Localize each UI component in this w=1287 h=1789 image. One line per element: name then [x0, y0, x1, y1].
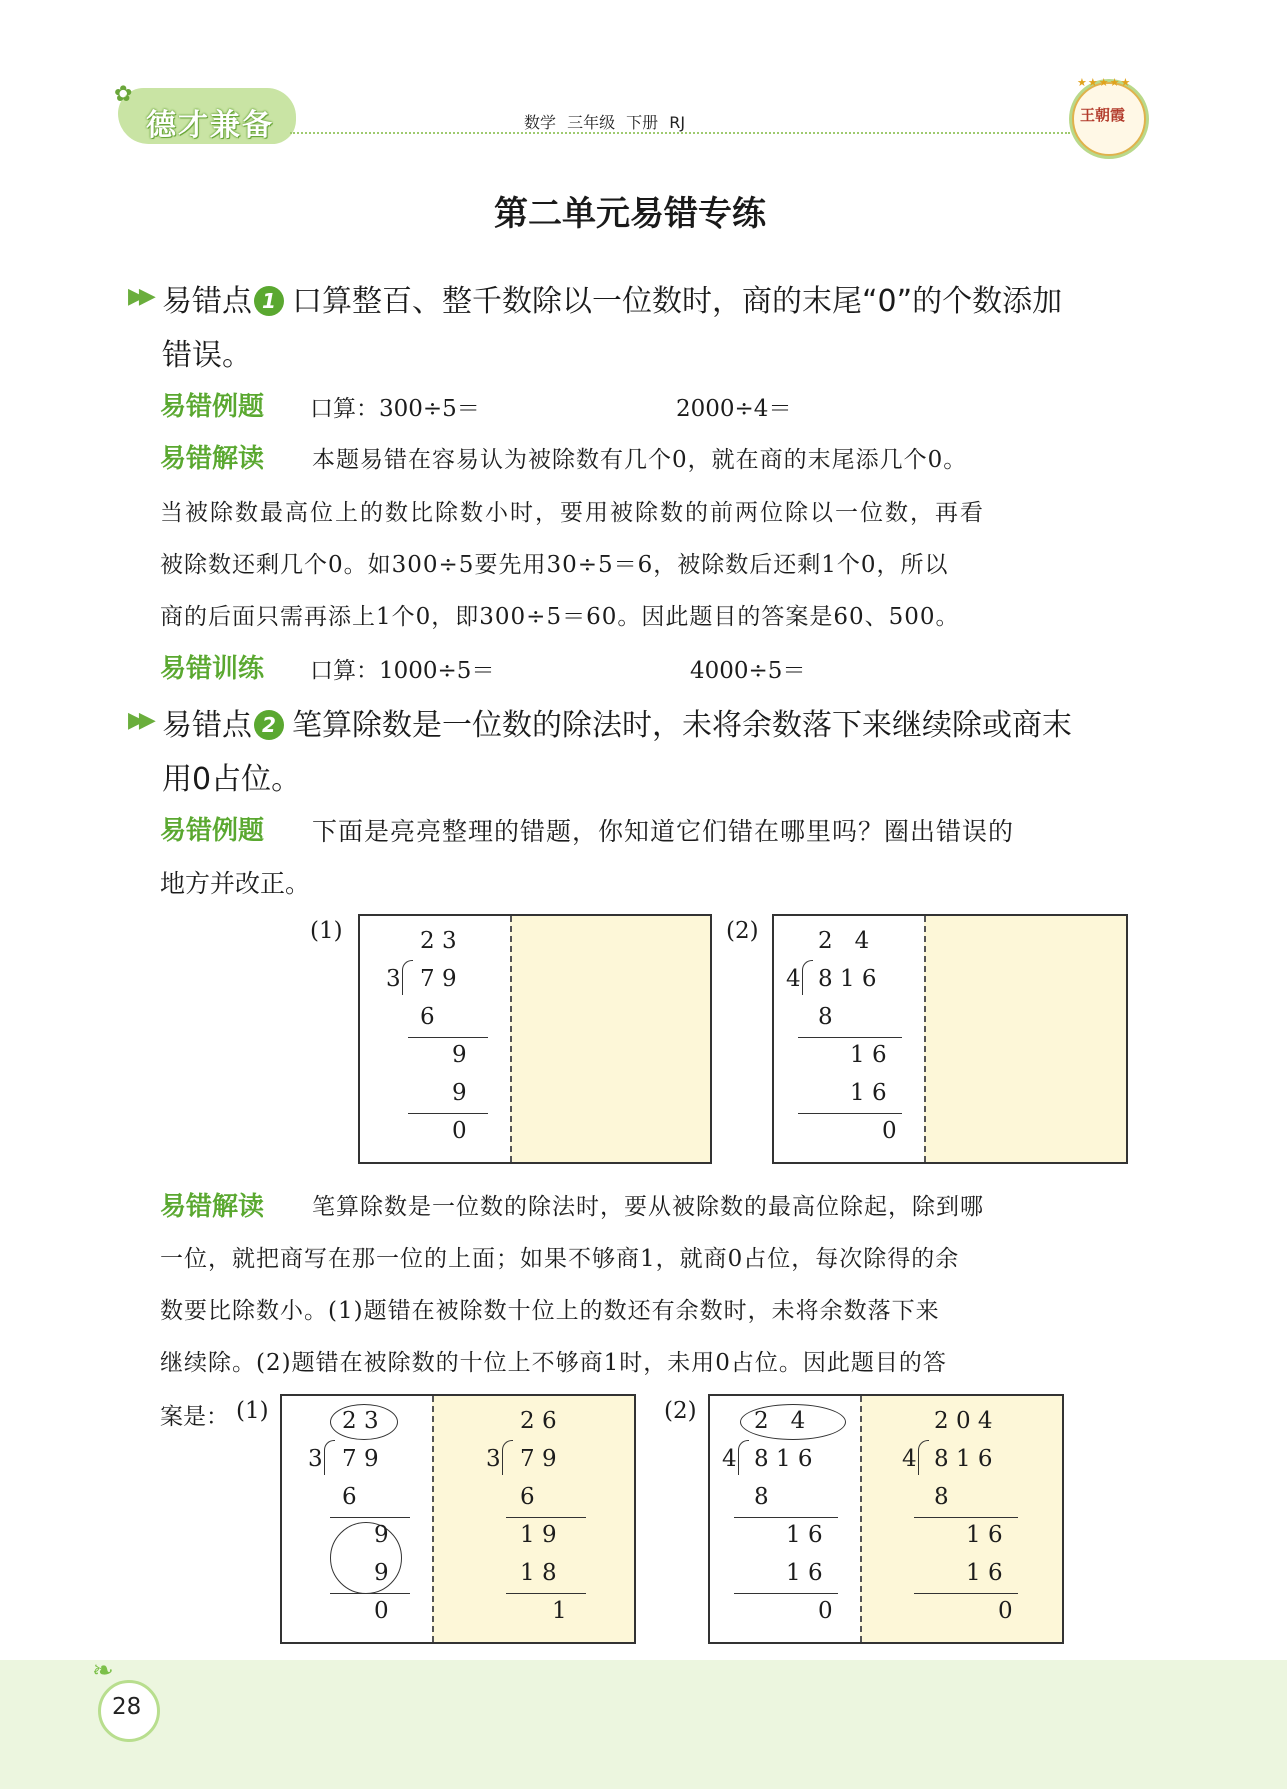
point2-heading-text: 笔算除数是一位数的除法时，未将余数落下来继续除或商末	[292, 708, 1072, 743]
seal-stars: ★★★★★	[1077, 76, 1132, 89]
point2-example-label: 易错例题	[160, 816, 265, 846]
q2-quotient: 2 4	[818, 928, 870, 954]
answer-prefix: 案是：	[160, 1404, 229, 1430]
a2-right-rule	[914, 1593, 1018, 1594]
a1-right-step: 1 9	[520, 1522, 557, 1548]
point1-explain-line: 当被除数最高位上的数比除数小时，要用被除数的前两位除以一位数，再看	[160, 500, 985, 526]
q2-dividend: 8 1 6	[818, 966, 877, 992]
a2-wrong-step: 8	[754, 1484, 769, 1510]
a1-wrong-quotient: 2 3	[342, 1408, 379, 1434]
a2-division-bracket	[738, 1440, 749, 1475]
q1-dividend: 7 9	[420, 966, 457, 992]
point1-explain-line: 商的后面只需再添上1个0，即300÷5＝60。因此题目的答案是60、500。	[160, 604, 960, 630]
point1-lead: 易错点	[162, 284, 252, 319]
a1-right-divisor: 3	[486, 1446, 501, 1472]
a1-right-rule	[506, 1517, 586, 1518]
point2-explain-line: 笔算除数是一位数的除法时，要从被除数的最高位除起，除到哪	[312, 1194, 984, 1220]
q1-step: 9	[452, 1042, 467, 1068]
point2-explain-label: 易错解读	[160, 1192, 265, 1222]
q2-correction-area	[924, 916, 1126, 1162]
section-arrow-icon: ▶▶	[128, 284, 150, 309]
q1-tag: (1)	[310, 918, 343, 944]
a2-tag: (2)	[664, 1398, 697, 1424]
point1-example-label: 易错例题	[160, 392, 265, 422]
q1-step: 6	[420, 1004, 435, 1030]
point2-explain-line: 一位，就把商写在那一位的上面；如果不够商1，就商0占位，每次除得的余	[160, 1246, 960, 1272]
q2-step: 1 6	[850, 1080, 887, 1106]
a1-rule	[330, 1593, 410, 1594]
q2-division-bracket	[802, 960, 813, 995]
q2-step: 8	[818, 1004, 833, 1030]
palm-icon: ✿	[114, 82, 133, 107]
a1-tag: (1)	[236, 1398, 269, 1424]
point2-lead: 易错点	[162, 708, 252, 743]
a2-right-quotient: 2 0 4	[934, 1408, 993, 1434]
q1-quotient: 2 3	[420, 928, 457, 954]
q1-divisor: 3	[386, 966, 401, 992]
point2-number-badge: 2	[254, 710, 284, 740]
a2-wrong-step: 1 6	[786, 1522, 823, 1548]
point1-example-b: 2000÷4＝	[676, 396, 792, 422]
section-arrow-icon: ▶▶	[128, 708, 150, 733]
a2-wrong-quotient: 2 4	[754, 1408, 806, 1434]
q2-tag: (2)	[726, 918, 759, 944]
point1-heading	[162, 276, 1062, 320]
a1-right-remainder: 1	[552, 1598, 567, 1624]
a2-wrong-remainder: 0	[818, 1598, 833, 1624]
q2-divisor: 4	[786, 966, 801, 992]
point1-train-a: 口算：1000÷5＝	[310, 658, 495, 684]
a1-divisor: 3	[308, 1446, 323, 1472]
a1-wrong-step: 9	[374, 1522, 389, 1548]
point2-heading-cont: 用0占位。	[162, 762, 302, 797]
page-title: 第二单元易错专练	[494, 194, 766, 234]
a2-divisor: 4	[722, 1446, 737, 1472]
point2-heading	[162, 700, 1072, 744]
a2-right-bracket	[918, 1440, 929, 1475]
a1-rule	[330, 1517, 410, 1518]
a1-wrong-remainder: 0	[374, 1598, 389, 1624]
a1-division-bracket	[324, 1440, 335, 1475]
subject-line: 数学 三年级 下册 RJ	[524, 113, 686, 132]
a2-right-remainder: 0	[998, 1598, 1013, 1624]
point1-explain-line: 本题易错在容易认为被除数有几个0，就在商的末尾添几个0。	[312, 447, 968, 473]
q1-correction-area	[510, 916, 710, 1162]
point1-heading-cont: 错误。	[162, 338, 252, 373]
a2-right-step: 1 6	[966, 1560, 1003, 1586]
a1-right-quotient: 2 6	[520, 1408, 557, 1434]
a2-rule	[734, 1517, 838, 1518]
point2-explain-line: 数要比除数小。(1)题错在被除数十位上的数还有余数时，未将余数落下来	[160, 1298, 940, 1324]
header-divider	[290, 132, 1070, 134]
q1-rule	[408, 1037, 488, 1038]
point1-explain-label: 易错解读	[160, 444, 265, 474]
a2-wrong-step: 1 6	[786, 1560, 823, 1586]
a1-wrong-step: 6	[342, 1484, 357, 1510]
point2-explain-line: 继续除。(2)题错在被除数的十位上不够商1时，未用0占位。因此题目的答	[160, 1350, 947, 1376]
a1-wrong-step: 9	[374, 1560, 389, 1586]
a1-right-step: 6	[520, 1484, 535, 1510]
a1-right-rule	[506, 1593, 586, 1594]
q2-step: 1 6	[850, 1042, 887, 1068]
a1-error-circle	[330, 1522, 402, 1594]
series-logo: 德才兼备	[146, 108, 274, 143]
point1-example-a: 口算：300÷5＝	[310, 396, 480, 422]
point1-heading-text: 口算整百、整千数除以一位数时，商的末尾“0”的个数添加	[292, 284, 1063, 319]
a2-right-rule	[914, 1517, 1018, 1518]
footer-background	[0, 1660, 1287, 1789]
a1-wrong-dividend: 7 9	[342, 1446, 379, 1472]
page-number: 28	[112, 1694, 142, 1720]
point2-example-line: 下面是亮亮整理的错题，你知道它们错在哪里吗？圈出错误的	[312, 817, 1015, 846]
q2-remainder: 0	[882, 1118, 897, 1144]
q1-division-bracket	[402, 960, 413, 995]
q1-step: 9	[452, 1080, 467, 1106]
a2-rule	[734, 1593, 838, 1594]
a2-right-step: 8	[934, 1484, 949, 1510]
a2-right-dividend: 8 1 6	[934, 1446, 993, 1472]
a2-wrong-dividend: 8 1 6	[754, 1446, 813, 1472]
a1-right-bracket	[502, 1440, 513, 1475]
point1-explain-line: 被除数还剩几个0。如300÷5要先用30÷5＝6，被除数后还剩1个0，所以	[160, 552, 949, 578]
a1-right-dividend: 7 9	[520, 1446, 557, 1472]
seal-name: 王朝霞	[1080, 106, 1126, 124]
point2-example-line: 地方并改正。	[160, 869, 311, 898]
a1-right-step: 1 8	[520, 1560, 557, 1586]
q2-rule	[798, 1037, 902, 1038]
dolphin-icon: ❧	[92, 1656, 114, 1686]
a2-right-step: 1 6	[966, 1522, 1003, 1548]
q2-rule	[798, 1113, 902, 1114]
q1-rule	[408, 1113, 488, 1114]
point1-train-b: 4000÷5＝	[690, 658, 806, 684]
point1-train-label: 易错训练	[160, 654, 265, 684]
point1-number-badge: 1	[254, 286, 284, 316]
q1-remainder: 0	[452, 1118, 467, 1144]
a2-right-divisor: 4	[902, 1446, 917, 1472]
